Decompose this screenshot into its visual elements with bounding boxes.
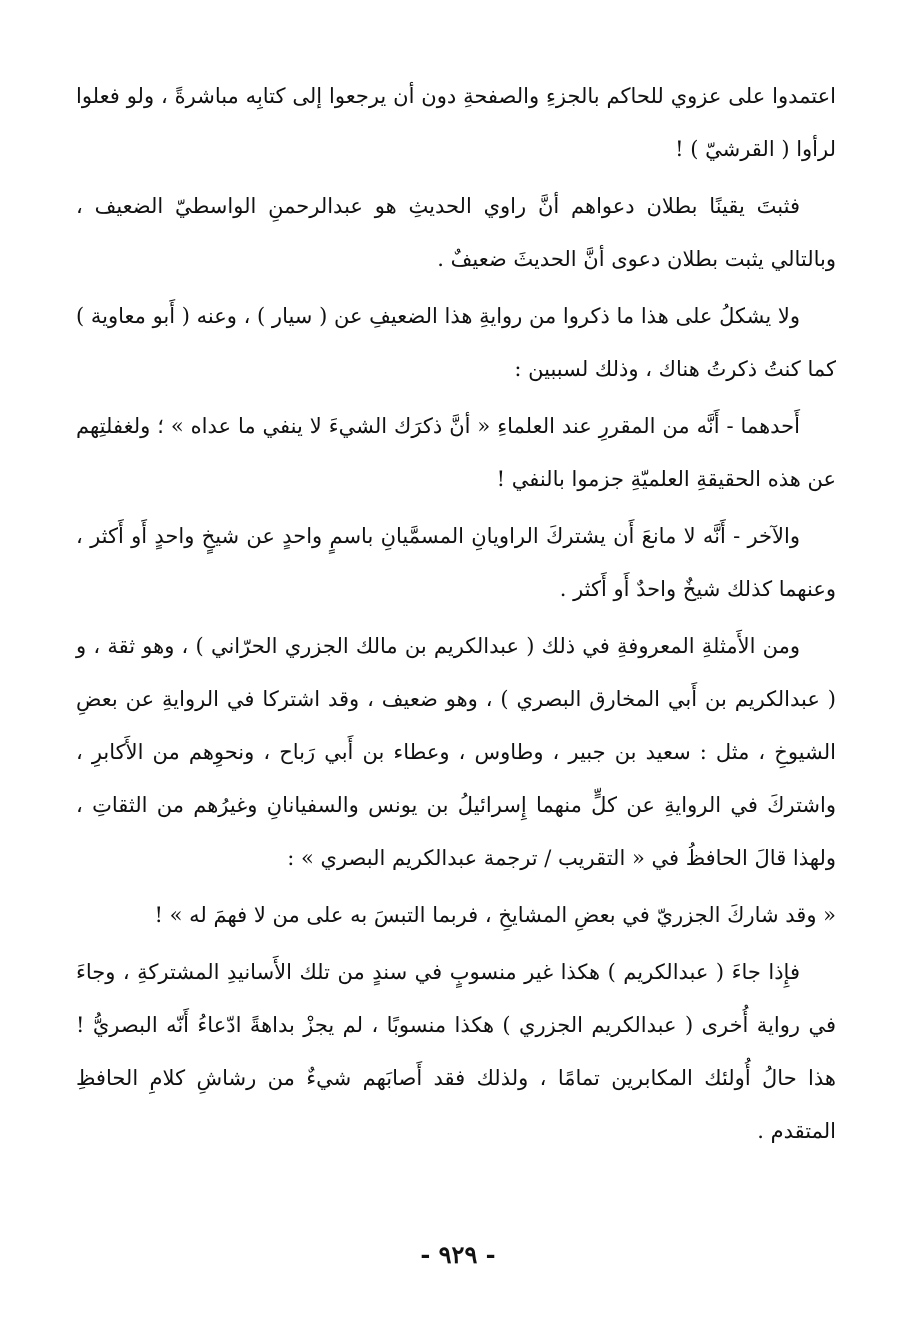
paragraph: ولا يشكلُ على هذا ما ذكروا من روايةِ هذا الضعيفِ عن ( سيار ) ، وعنه ( أَبو معاوية ) كما كنتُ ذكرتُ هناك ، وذلك لسببين : bbox=[76, 304, 836, 381]
paragraph: ومن الأَمثلةِ المعروفةِ في ذلك ( عبدالكريم بن مالك الجزري الحرّاني ) ، وهو ثقة ، و ( عبدالكريم بن أَبي المخارق البصري ) ، وهو ضعيف ، وقد اشتركا في الروايةِ عن بعضِ الشيوخِ ، مثل : سعيد بن جبير ، وطاوس ، وعطاء بن أَبي رَباح ، ونحوِهم من الأَكابرِ ، واشتركَ في الروايةِ عن كلٍّ منهما إِسرائيلُ بن يونس والسفيانانِ وغيرُهم من الثقاتِ ، ولهذا قالَ الحافظُ في « التقريب / ترجمة عبدالكريم البصري » : bbox=[76, 634, 836, 870]
paragraph: والآخر - أَنَّه لا مانعَ أَن يشتركَ الراويانِ المسمَّيانِ باسمٍ واحدٍ عن شيخٍ واحدٍ أَو أَكثر ، وعنهما كذلك شيخٌ واحدٌ أَو أَكثر . bbox=[76, 524, 836, 601]
paragraph: فإِذا جاءَ ( عبدالكريم ) هكذا غير منسوبٍ في سندٍ من تلك الأَسانيدِ المشتركةِ ، وجاءَ في رواية أُخرى ( عبدالكريم الجزري ) هكذا منسوبًا ، لم يجزْ بداهةً ادّعاءُ أَنّه البصريُّ ! هذا حالُ أُولئك المكابرين تمامًا ، ولذلك فقد أَصابَهم شيءٌ من رشاشِ كلامِ الحافظِ المتقدم . bbox=[76, 960, 836, 1143]
body-text bbox=[76, 70, 836, 1162]
paragraph: اعتمدوا على عزوي للحاكم بالجزءِ والصفحةِ دون أن يرجعوا إلى كتابِه مباشرةً ، ولو فعلوا لرأوا ( القرشيّ ) ! bbox=[76, 84, 836, 161]
paragraph: فثبتَ يقينًا بطلان دعواهم أنَّ راوي الحديثِ هو عبدالرحمنِ الواسطيّ الضعيف ، وبالتالي يثبت بطلان دعوى أنَّ الحديثَ ضعيفٌ . bbox=[76, 194, 836, 271]
page-number: - ٩٢٩ - bbox=[420, 1240, 496, 1269]
paragraph: أَحدهما - أَنَّه من المقررِ عند العلماءِ « أنَّ ذكرَك الشيءَ لا ينفي ما عداه » ؛ ولغفلتِهم عن هذه الحقيقةِ العلميّةِ جزموا بالنفي ! bbox=[76, 414, 836, 491]
quotation-paragraph: « وقد شاركَ الجزريّ في بعضِ المشايخِ ، فربما التبسَ به على من لا فهمَ له » ! bbox=[154, 903, 836, 927]
